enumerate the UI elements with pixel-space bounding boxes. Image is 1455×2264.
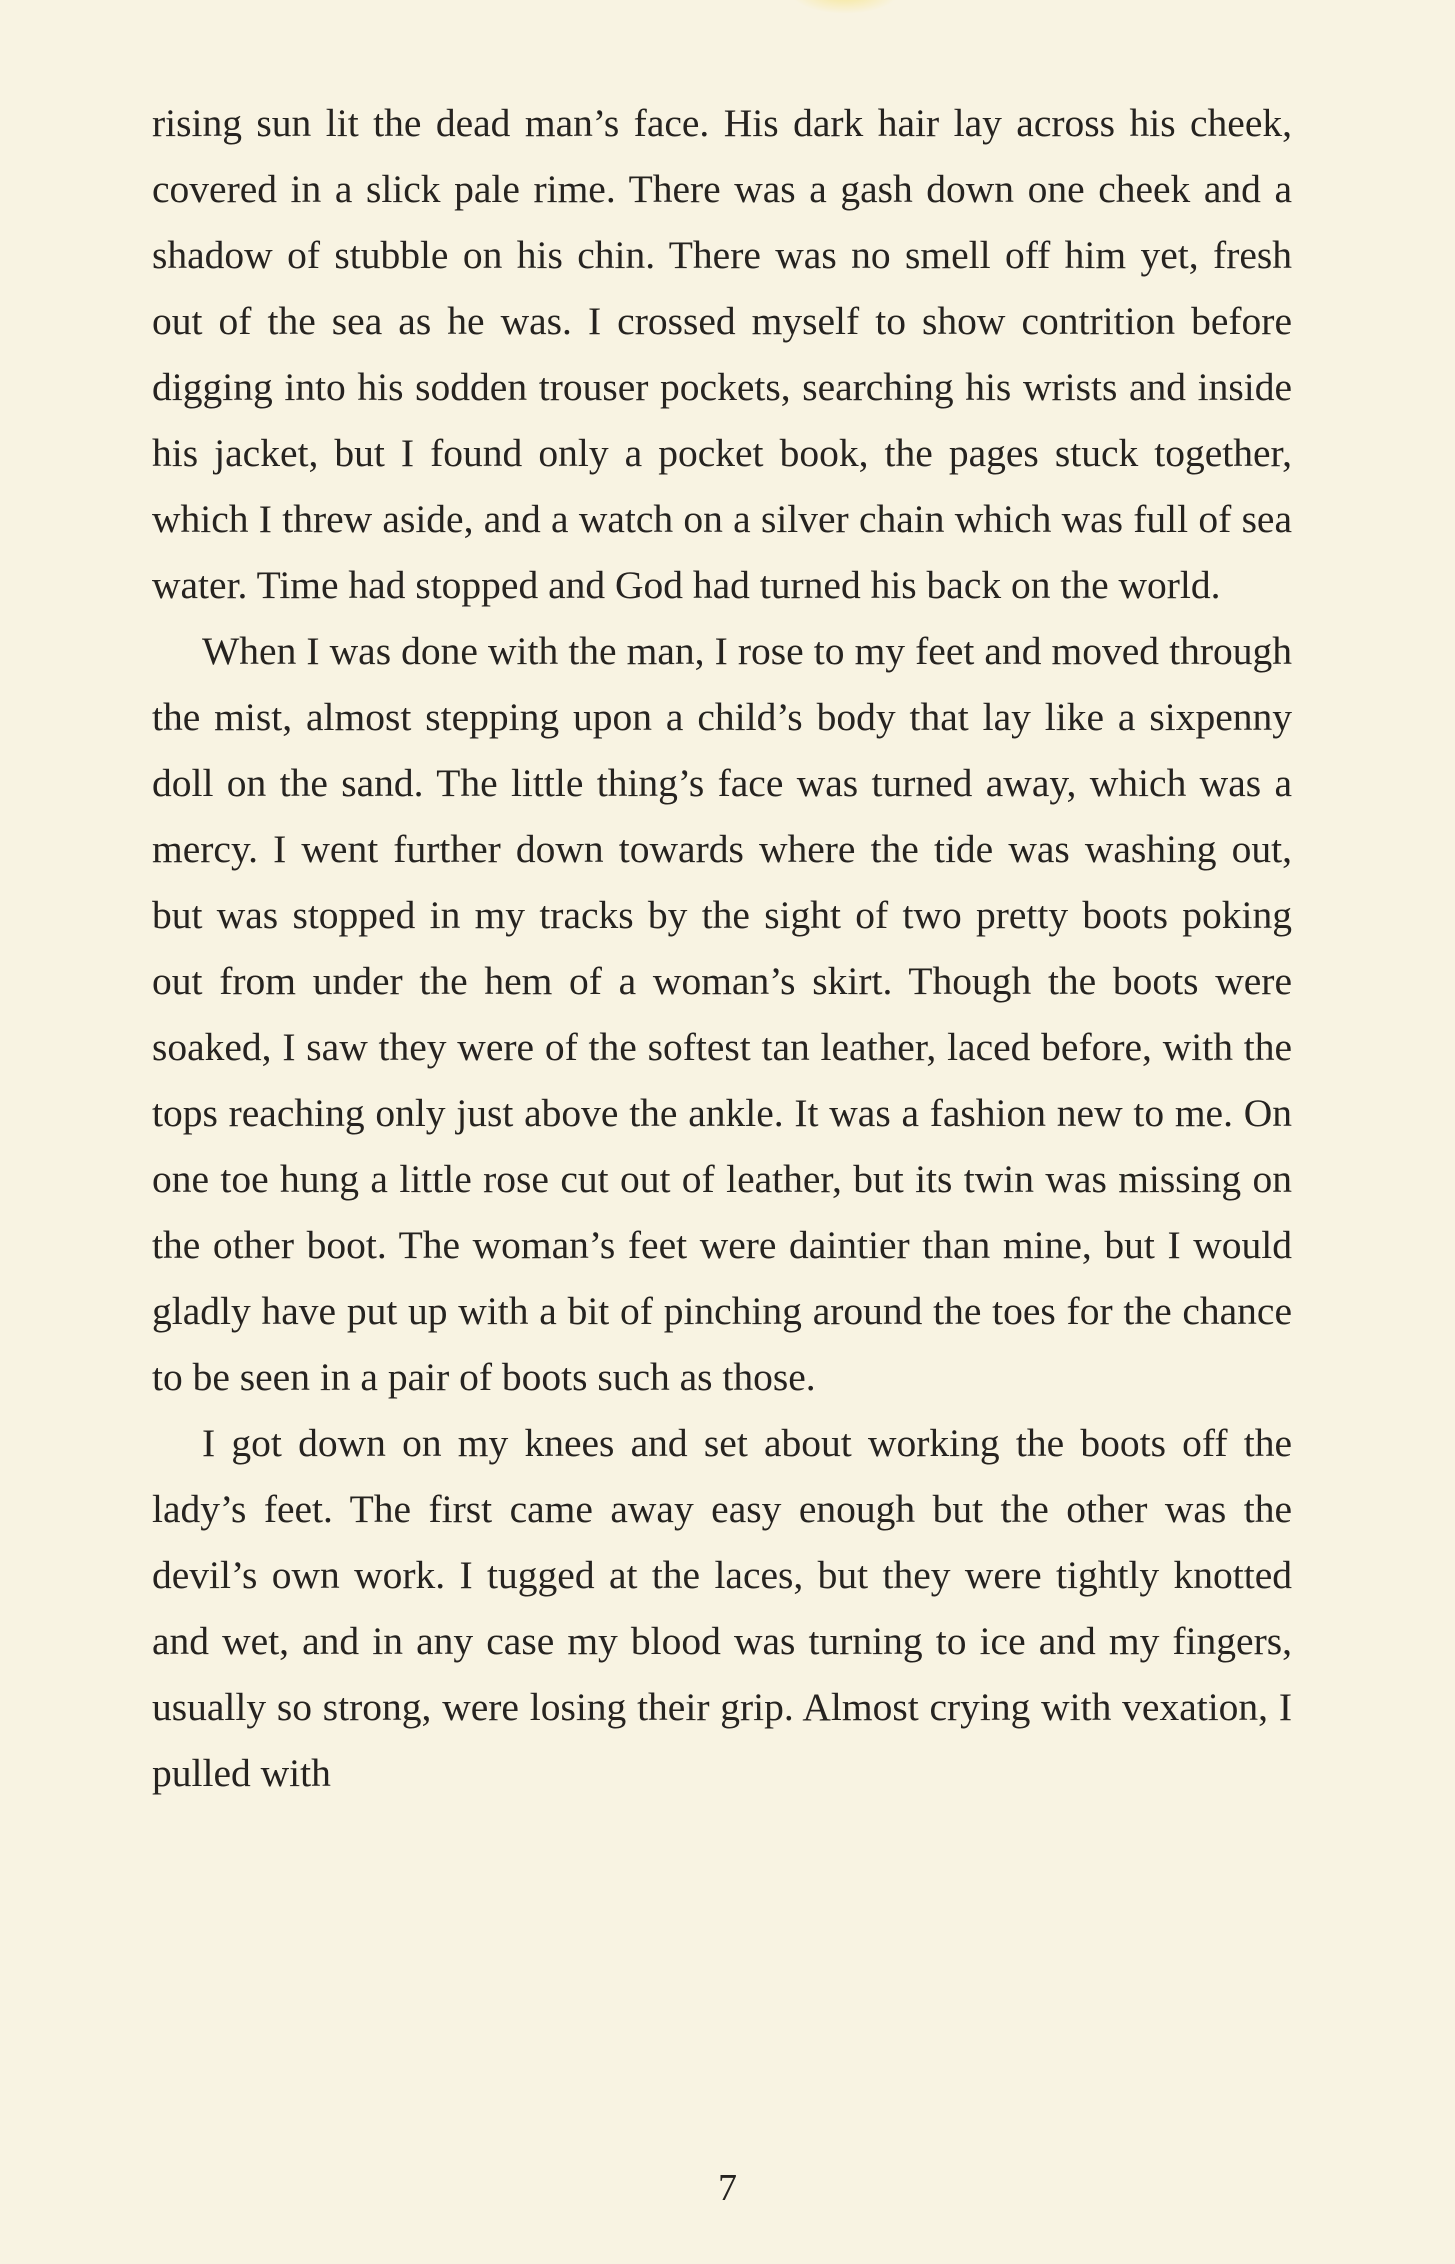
body-text [152,90,1292,1806]
sun-stain-mark [790,0,900,14]
paragraph: When I was done with the man, I rose to my feet and moved through the mist, almost stepping upon a child’s body that lay like a sixpenny doll on the sand. The little thing’s face was turned away, which was a mercy. I went further down towards where the tide was washing out, but was stopped in my tracks by the sight of two pretty boots poking out from under the hem of a woman’s skirt. Though the boots were soaked, I saw they were of the softest tan leather, laced before, with the tops reaching only just above the ankle. It was a fashion new to me. On one toe hung a little rose cut out of leather, but its twin was missing on the other boot. The woman’s feet were daintier than mine, but I would gladly have put up with a bit of pinching around the toes for the chance to be seen in a pair of boots such as those. [152,629,1292,1399]
paragraph: I got down on my knees and set about working the boots off the lady’s feet. The first came away easy enough but the other was the devil’s own work. I tugged at the laces, but they were tightly knotted and wet, and in any case my blood was turning to ice and my fingers, usually so strong, were losing their grip. Almost crying with vexation, I pulled with [152,1421,1292,1795]
page-number: 7 [718,2167,737,2209]
paragraph-continued: rising sun lit the dead man’s face. His dark hair lay across his cheek, covered in a slick pale rime. There was a gash down one cheek and a shadow of stubble on his chin. There was no smell off him yet, fresh out of the sea as he was. I crossed myself to show contrition before digging into his sodden trouser pockets, searching his wrists and inside his jacket, but I found only a pocket book, the pages stuck together, which I threw aside, and a watch on a silver chain which was full of sea water. Time had stopped and God had turned his back on the world. [152,101,1292,607]
